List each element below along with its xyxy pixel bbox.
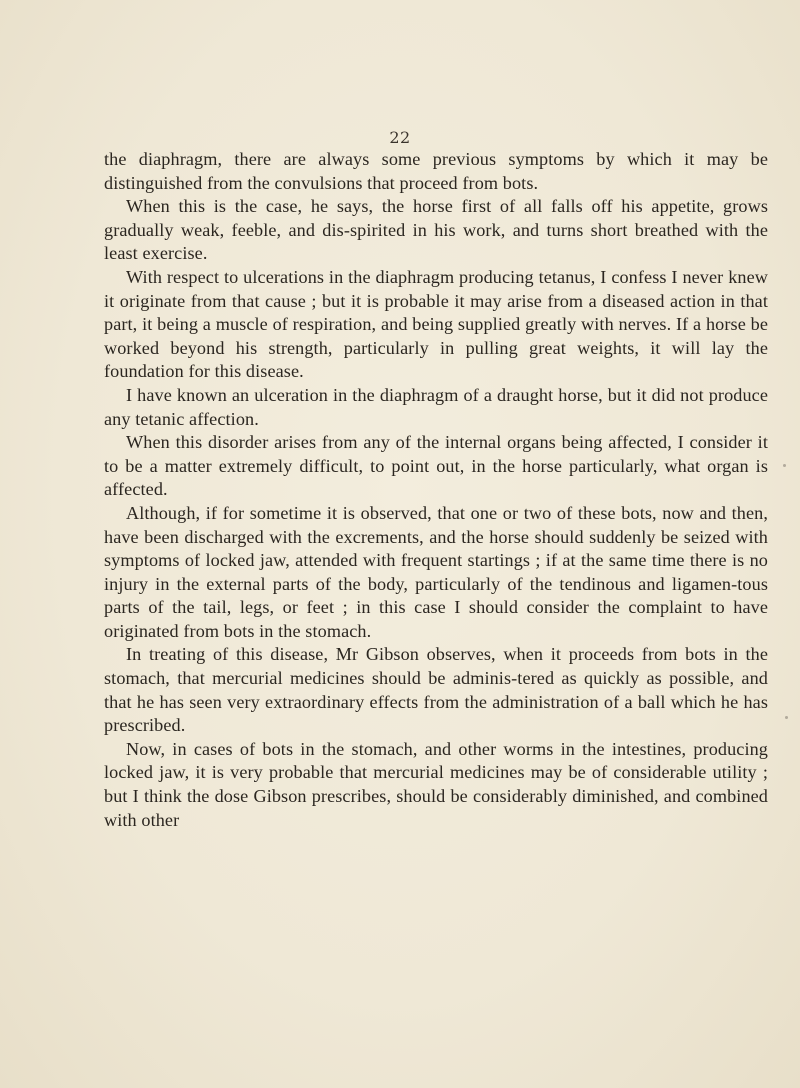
page-number: 22	[389, 128, 411, 147]
paragraph-1: the diaphragm, there are always some previous symptoms by which it may be distinguished from the convulsions that proceed from bots.	[104, 149, 768, 193]
paragraph-4: I have known an ulceration in the diaphragm of a draught horse, but it did not produce any tetanic affection.	[104, 384, 768, 429]
paragraph-6: Although, if for sometime it is observed, that one or two of these bots, now and then, have been discharged with the excrements, and the horse should suddenly be seized with symptoms of locked jaw, attended with frequent startings ; if at the same time there is no injury in the external parts of the body, particularly of the tendinous and ligamen-tous parts of the tail, legs, or feet ; in this case I should consider the complaint to have originated from bots in the stomach.	[104, 502, 768, 641]
paragraph-3: With respect to ulcerations in the diaphragm producing tetanus, I confess I never knew it originate from that cause ; but it is probable it may arise from a diseased action in that part, it being a muscle of respiration, and being supplied greatly with nerves. If a horse be worked beyond his strength, particularly in pulling great weights, it will lay the foundation for this disease.	[104, 266, 768, 382]
paper-speck	[785, 716, 788, 719]
paper-speck	[783, 464, 786, 467]
paragraph-7: In treating of this disease, Mr Gibson observes, when it proceeds from bots in the stomach, that mercurial medicines should be adminis-tered as quickly as possible, and that he has seen very extraordinary effects from the administration of a ball which he has prescribed.	[104, 644, 768, 736]
paragraph-8: Now, in cases of bots in the stomach, and other worms in the intestines, producing locked jaw, it is very probable that mercurial medicines may be of considerable utility ; but I think the dose Gibson prescribes, should be considerably diminished, and combined with other	[104, 738, 768, 830]
body-text	[104, 148, 768, 832]
paragraph-2: When this is the case, he says, the horse first of all falls off his appetite, grows gradually weak, feeble, and dis-spirited in his work, and turns short breathed with the least exercise.	[104, 196, 768, 264]
paragraph-5: When this disorder arises from any of the internal organs being affected, I consider it to be a matter extremely difficult, to point out, in the horse particularly, what organ is affected.	[104, 432, 768, 500]
